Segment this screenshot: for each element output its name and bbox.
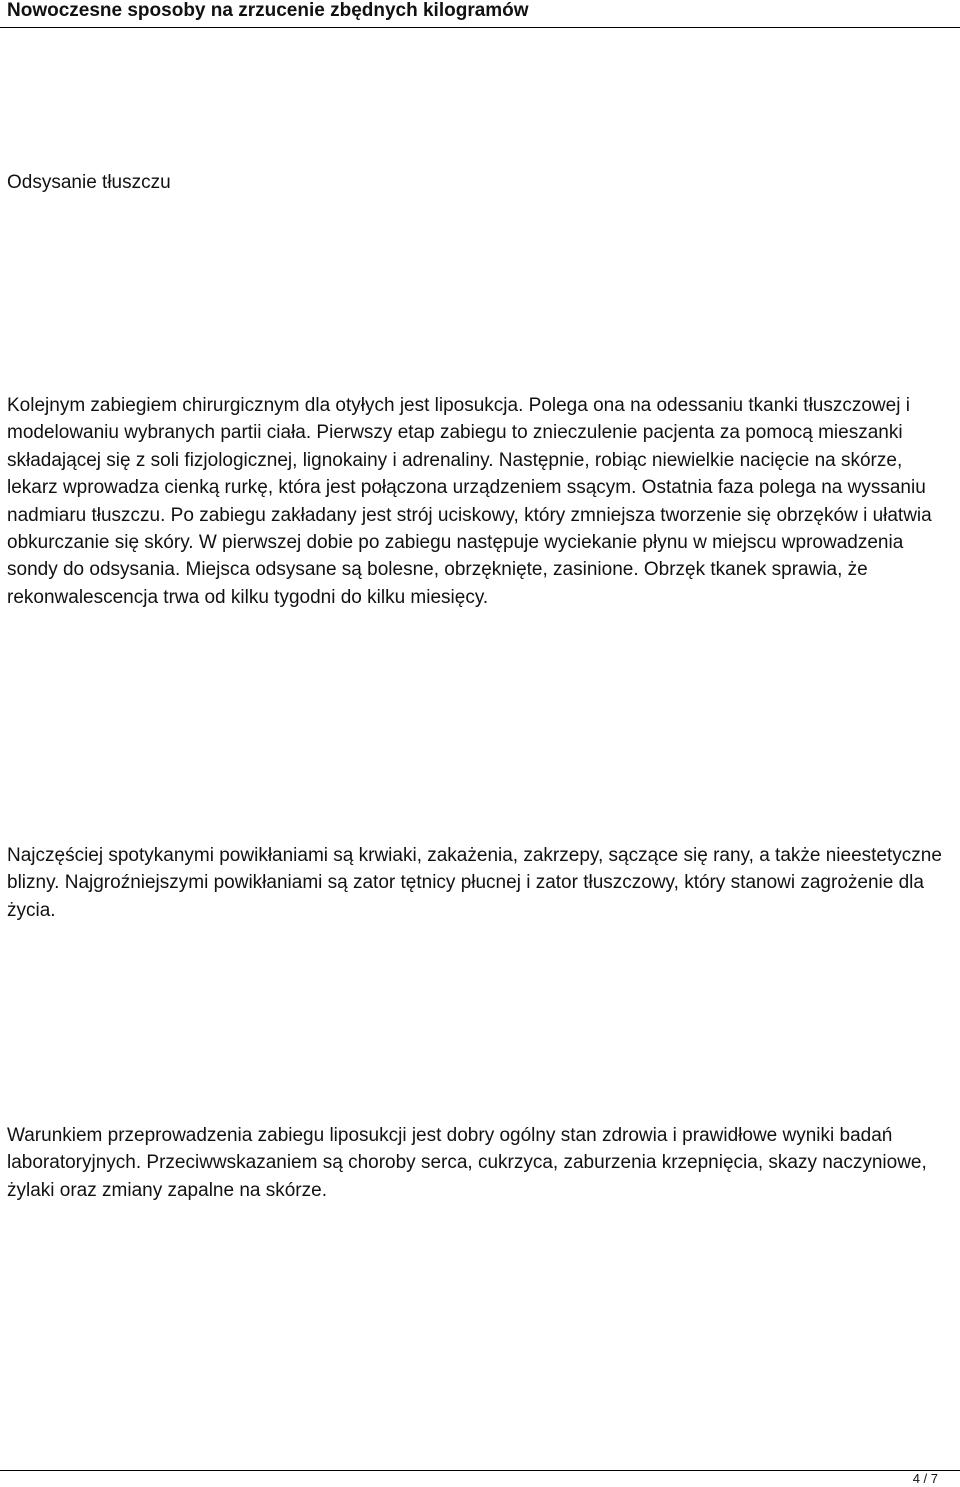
paragraph-liposuction-procedure: Kolejnym zabiegiem chirurgicznym dla otyłych jest liposukcja. Polega ona na odessaniu tkanki tłuszczowej i modelowaniu wybranych partii ciała. Pierwszy etap zabiegu to znieczulenie pacjenta za pomocą mieszanki składającej się z soli fizjologicznej, lignokainy i adrenaliny. Następnie, robiąc niewielkie nacięcie na skórze, lekarz wprowadza cienką rurkę, która jest połączona urządzeniem ssącym. Ostatnia faza polega na wyssaniu nadmiaru tłuszczu. Po zabiegu zakładany jest strój uciskowy, który zmniejsza tworzenie się obrzęków i ułatwia obkurczanie się skóry. W pierwszej dobie po zabiegu następuje wyciekanie płynu w miejscu wprowadzenia sondy do odsysania. Miejsca odsysane są bolesne, obrzęknięte, zasinione. Obrzęk tkanek sprawia, że rekonwalescencja trwa od kilku tygodni do kilku miesięcy. xyxy=(7,395,932,608)
section-heading: Odsysanie tłuszczu xyxy=(7,172,171,193)
footer-divider xyxy=(0,1470,960,1471)
paragraph-complications: Najczęściej spotykanymi powikłaniami są krwiaki, zakażenia, zakrzepy, sączące się rany, a także nieestetyczne blizny. Najgroźniejszymi powikłaniami są zator tętnicy płucnej i zator tłuszczowy, który stanowi zagrożenie dla życia. xyxy=(7,845,942,921)
document-title: Nowoczesne sposoby na zrzucenie zbędnych kilogramów xyxy=(7,0,529,21)
page-number: 4 / 7 xyxy=(912,1471,938,1486)
header-divider xyxy=(0,27,960,28)
paragraph-contraindications: Warunkiem przeprowadzenia zabiegu liposukcji jest dobry ogólny stan zdrowia i prawidłowe wyniki badań laboratoryjnych. Przeciwwskazaniem są choroby serca, cukrzyca, zaburzenia krzepnięcia, skazy naczyniowe, żylaki oraz zmiany zapalne na skórze. xyxy=(7,1125,927,1201)
